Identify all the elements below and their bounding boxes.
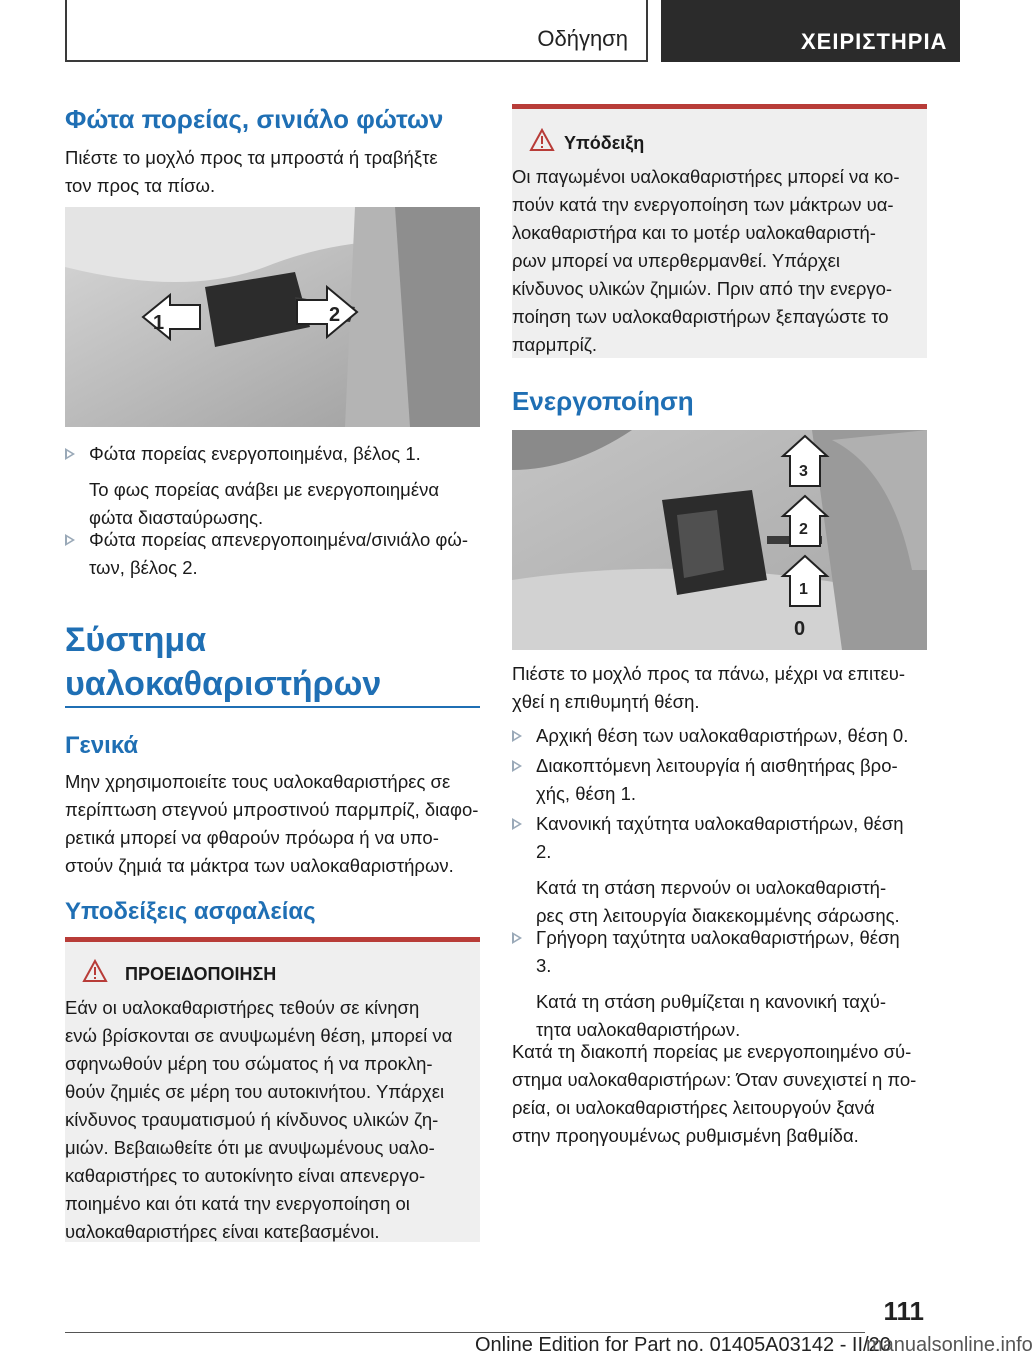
text-line: ενώ βρίσκονται σε ανυψωμένη θέση, μπορεί να (65, 1025, 453, 1046)
text-line: καθαριστήρες το αυτοκίνητο είναι απενεργο- (65, 1165, 426, 1186)
text-line: Το φως πορείας ανάβει με ενεργοποιημένα (89, 479, 440, 500)
text-line: Κατά τη διακοπή πορείας με ενεργοποιημένο σύ- (512, 1041, 912, 1062)
heading-line: Σύστημα (65, 621, 207, 659)
bullet-triangle-icon (65, 448, 75, 460)
text-line: Κατά τη στάση ρυθμίζεται η κανονική ταχύ- (536, 991, 886, 1012)
text-line: παρμπρίζ. (512, 334, 598, 355)
text-line: ρεία, οι υαλοκαθαριστήρες λειτουργούν ξανά (512, 1097, 875, 1118)
bullet-triangle-icon (65, 534, 75, 546)
header-section-tab (65, 0, 648, 62)
arrow-2-label: 2 (799, 521, 808, 538)
paragraph-general (65, 768, 480, 880)
position-0-label: 0 (794, 618, 806, 640)
heading-high-beam: Φώτα πορείας, σινιάλο φώτων (65, 104, 444, 134)
text-line: στούν ζημιά τα μάκτρα των υαλοκαθαριστήρων. (65, 855, 454, 876)
section-divider (65, 706, 480, 708)
text-line: 3. (536, 955, 552, 976)
bullet-subtext (89, 476, 484, 532)
footer-watermark: manualsonline.info (866, 1334, 1033, 1356)
bullet-triangle-icon (512, 760, 522, 772)
text-line: περίπτωση στεγνού μπροστινού παρμπρίζ, διαφο- (65, 799, 479, 820)
bullet-triangle-icon (512, 730, 522, 742)
text-line: κίνδυνος υλικών ζημιών. Πριν από την ενεργο- (512, 278, 893, 299)
heading-safety-notes: Υποδείξεις ασφαλείας (65, 898, 316, 925)
text-line: Κατά τη στάση περνούν οι υαλοκαθαριστή- (536, 877, 887, 898)
paragraph-activation (512, 660, 932, 716)
text-line: Φώτα πορείας απενεργοποιημένα/σινιάλο φώ- (89, 529, 469, 550)
lever-illustration (65, 207, 480, 427)
bullet-subtext (536, 988, 931, 1044)
heading-wiper-system (65, 618, 381, 706)
warning-text (65, 994, 475, 1246)
heading-general: Γενικά (65, 732, 139, 759)
text-line: 2. (536, 841, 552, 862)
warning-triangle-icon (83, 960, 107, 982)
text-line: χθεί η επιθυμητή θέση. (512, 691, 700, 712)
text-line: υαλοκαθαριστήρες είναι κατεβασμένοι. (65, 1221, 380, 1242)
bullet-subtext (536, 874, 931, 930)
warning-box (65, 942, 480, 1242)
footer-edition (475, 1334, 891, 1357)
warning-title: ΠΡΟΕΙΔΟΠΟΙΗΣΗ (125, 964, 277, 984)
text-line: ρες στη λειτουργία διακεκομμένης σάρωσης. (536, 905, 900, 926)
text-line: ποιημένο και ότι κατά την ενεργοποίηση οι (65, 1193, 410, 1214)
text-line: τητα υαλοκαθαριστήρων. (536, 1019, 741, 1040)
photo-high-beam-lever (65, 207, 480, 427)
text-line: Διακοπτόμενη λειτουργία ή αισθητήρας βρο- (536, 755, 898, 776)
notice-text (512, 163, 924, 359)
notice-box (512, 109, 927, 358)
text-line: Μην χρησιμοποιείτε τους υαλοκαθαριστήρες σε (65, 771, 451, 792)
text-line: τον προς τα πίσω. (65, 175, 216, 196)
text-line: φώτα διασταύρωσης. (89, 507, 264, 528)
heading-line: υαλοκαθαριστήρων (65, 665, 382, 703)
text-line: Οι παγωμένοι υαλοκαθαριστήρες μπορεί να κο- (512, 166, 900, 187)
footer-divider (65, 1332, 865, 1333)
edition-text: Online Edition for Part no. 01405A03142 - II/20 (475, 1334, 891, 1356)
text-line: κίνδυνος τραυματισμού ή κίνδυνος υλικών ζη- (65, 1109, 439, 1130)
text-line: Κανονική ταχύτητα υαλοκαθαριστήρων, θέση (536, 813, 904, 834)
page-number: 111 (883, 1296, 924, 1326)
text-line: πούν κατά την ενεργοποίηση των μάκτρων υα- (512, 194, 894, 215)
text-line: ποίηση των υαλοκαθαριστήρων ξεπαγώστε το (512, 306, 889, 327)
arrow-1-label: 1 (799, 581, 808, 598)
text-line: χής, θέση 1. (536, 783, 637, 804)
text-line: μιών. Βεβαιωθείτε ότι με ανυψωμένους υαλο- (65, 1137, 435, 1158)
arrow-1-label: 1 (153, 312, 165, 334)
header-section-title: Οδήγηση (537, 26, 628, 51)
text-line: των, βέλος 2. (89, 557, 198, 578)
bullet-triangle-icon (512, 932, 522, 944)
paragraph-high-beam (65, 144, 438, 200)
text-line: ρων μπορεί να υπερθερμανθεί. Υπάρχει (512, 250, 840, 271)
header-chapter-tab: ΧΕΙΡΙΣΤΗΡΙΑ (661, 0, 960, 62)
wiper-lever-illustration (512, 430, 927, 650)
text-line: θούν ζημιές σε μέρη του αυτοκινήτου. Υπάρχει (65, 1081, 445, 1102)
text-line: στημα υαλοκαθαριστήρων: Όταν συνεχιστεί η πο- (512, 1069, 917, 1090)
bullet-triangle-icon (512, 818, 522, 830)
text-line: Αρχική θέση των υαλοκαθαριστήρων, θέση 0. (536, 725, 909, 746)
notice-triangle-icon (530, 129, 554, 151)
text-line: Πιέστε το μοχλό προς τα πάνω, μέχρι να επιτευ- (512, 663, 905, 684)
text-line: Γρήγορη ταχύτητα υαλοκαθαριστήρων, θέση (536, 927, 900, 948)
arrow-3-label: 3 (799, 463, 808, 480)
notice-title: Υπόδειξη (564, 133, 645, 153)
text-line: Εάν οι υαλοκαθαριστήρες τεθούν σε κίνηση (65, 997, 420, 1018)
text-line: σφηνωθούν μέρη του σώματος ή να προκλη- (65, 1053, 433, 1074)
heading-activation: Ενεργοποίηση (512, 386, 694, 416)
text-line: λοκαθαριστήρα και το μοτέρ υαλοκαθαριστή- (512, 222, 876, 243)
text-line: ρετικά μπορεί να φθαρούν πρόωρα ή να υπο- (65, 827, 439, 848)
text-line: Φώτα πορείας ενεργοποιημένα, βέλος 1. (89, 443, 421, 464)
text-line: στην προηγουμένως ρυθμισμένη βαθμίδα. (512, 1125, 859, 1146)
arrow-2-label: 2 (329, 304, 341, 326)
paragraph-stop-behaviour (512, 1038, 937, 1150)
text-line: Πιέστε το μοχλό προς τα μπροστά ή τραβήξτε (65, 147, 438, 168)
photo-wiper-lever (512, 430, 927, 650)
